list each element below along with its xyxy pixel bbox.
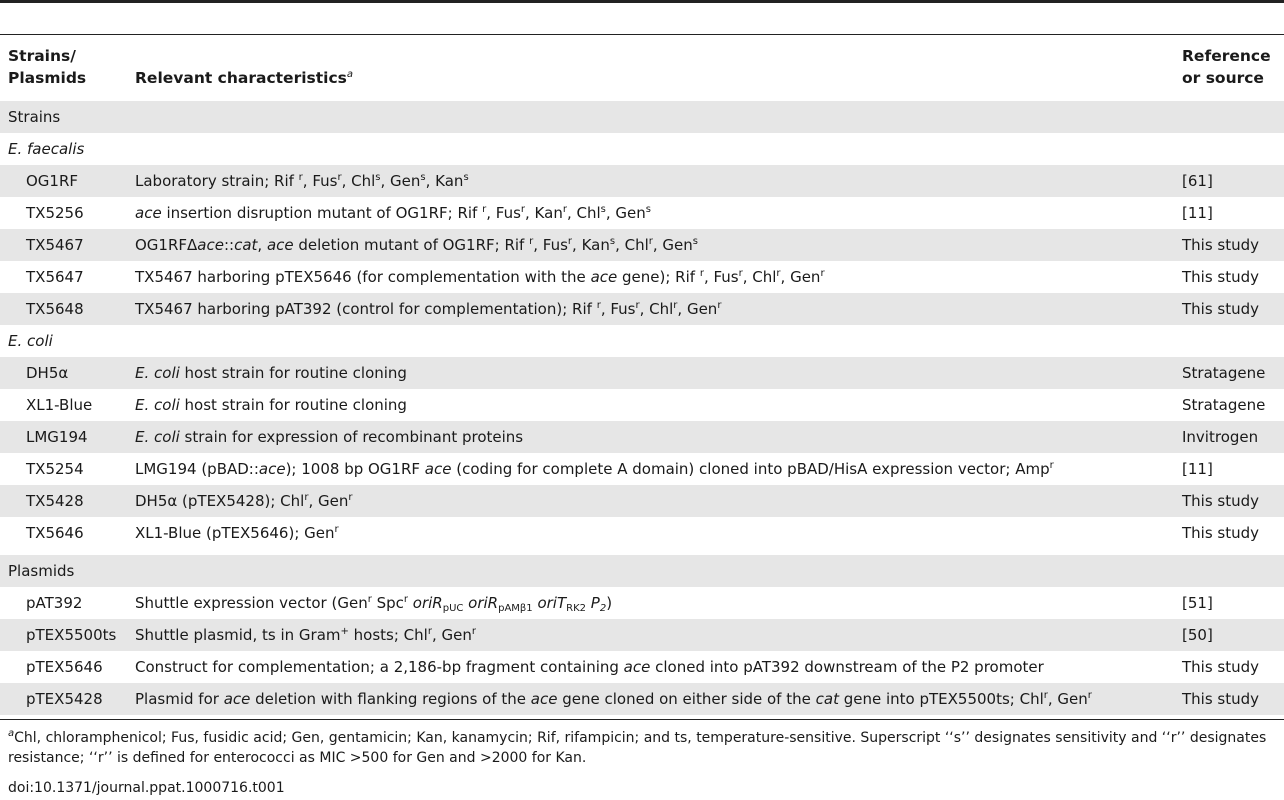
table-row <box>0 683 1284 715</box>
characteristics: LMG194 (pBAD::ace); 1008 bp OG1RF ace (coding for complete A domain) cloned into pBAD/HisA expression vector; Amp$^r$ <box>135 460 1054 478</box>
reference: [11] <box>1182 460 1213 478</box>
reference: This study <box>1182 236 1260 254</box>
table-row <box>0 517 1284 549</box>
reference: [61] <box>1182 172 1213 190</box>
characteristics: E. coli strain for expression of recombinant proteins <box>135 428 524 446</box>
header-relevant-characteristics: Relevant characteristics$^a$ <box>135 69 354 87</box>
table-row <box>0 453 1284 485</box>
strain-name: TX5646 <box>26 524 84 542</box>
section-label: Strains <box>8 108 61 126</box>
table-row <box>0 293 1284 325</box>
table-row <box>0 619 1284 651</box>
strain-name: TX5647 <box>26 268 84 286</box>
characteristics: Laboratory strain; Rif $^r$, Fus$^r$, Chl$^s$, Gen$^s$, Kan$^s$ <box>135 172 469 190</box>
strain-name: DH5α <box>26 364 69 382</box>
table-header <box>0 34 1284 102</box>
bottom-rule <box>0 719 1284 720</box>
reference: Stratagene <box>1182 396 1266 414</box>
plasmid-name: pTEX5428 <box>26 690 103 708</box>
top-rule <box>0 0 1284 3</box>
plasmid-name: pAT392 <box>26 594 83 612</box>
reference: Stratagene <box>1182 364 1266 382</box>
table-row <box>0 389 1284 421</box>
reference: Invitrogen <box>1182 428 1259 446</box>
table-footnote: $^a$Chl, chloramphenicol; Fus, fusidic acid; Gen, gentamicin; Kan, kanamycin; Rif, rifampicin; and ts, temperature-sensitive. Superscript ‘‘s’’ designates sensitivity and ‘‘r’’ designates resistance; ‘‘r’’ is defined for enterococci as MIC >500 for Gen and >2000 for Kan. <box>8 728 1267 766</box>
strain-name: TX5254 <box>26 460 84 478</box>
characteristics: DH5α (pTEX5428); Chl$^r$, Gen$^r$ <box>135 492 353 510</box>
header-reference-source: Reference or source <box>1182 47 1271 87</box>
strain-name: LMG194 <box>26 428 88 446</box>
table-row <box>0 651 1284 683</box>
reference: This study <box>1182 690 1260 708</box>
reference: [11] <box>1182 204 1213 222</box>
reference: This study <box>1182 268 1260 286</box>
table-row <box>0 357 1284 389</box>
characteristics: E. coli host strain for routine cloning <box>135 364 407 382</box>
group-row-e-faecalis <box>0 133 1284 165</box>
characteristics: Construct for complementation; a 2,186-bp fragment containing ace cloned into pAT392 downstream of the P2 promoter <box>135 658 1044 676</box>
characteristics: Shuttle plasmid, ts in Gram+ hosts; Chl$^r$, Gen$^r$ <box>135 626 476 644</box>
doi-text: doi:10.1371/journal.ppat.1000716.t001 <box>8 780 285 796</box>
section-row-plasmids <box>0 555 1284 587</box>
characteristics: Shuttle expression vector (Gen$^r$ Spc$^r$ oriR$_{pUC}$ oriR$_{pAM\beta 1}$ oriT$_{RK2}$ $P_2$) <box>135 594 613 614</box>
table-row <box>0 485 1284 517</box>
strain-name: OG1RF <box>26 172 79 190</box>
plasmid-name: pTEX5500ts <box>26 626 117 644</box>
table-row <box>0 229 1284 261</box>
characteristics: ace insertion disruption mutant of OG1RF; Rif $^r$, Fus$^r$, Kan$^r$, Chl$^s$, Gen$^s$ <box>135 204 651 222</box>
reference: This study <box>1182 300 1260 318</box>
characteristics: XL1-Blue (pTEX5646); Gen$^r$ <box>135 524 339 542</box>
reference: This study <box>1182 658 1260 676</box>
section-label: Plasmids <box>8 562 75 580</box>
table-row <box>0 197 1284 229</box>
reference: This study <box>1182 524 1260 542</box>
table-row <box>0 261 1284 293</box>
reference: [51] <box>1182 594 1213 612</box>
characteristics: E. coli host strain for routine cloning <box>135 396 407 414</box>
table-row <box>0 165 1284 197</box>
group-row-e-coli <box>0 325 1284 357</box>
strain-name: TX5428 <box>26 492 84 510</box>
strain-name: TX5467 <box>26 236 84 254</box>
section-row-strains <box>0 101 1284 133</box>
reference: This study <box>1182 492 1260 510</box>
header-strains-plasmids: Strains/ Plasmids <box>8 47 87 87</box>
reference: [50] <box>1182 626 1213 644</box>
strain-name: XL1-Blue <box>26 396 93 414</box>
group-label: E. coli <box>8 332 53 350</box>
strain-name: TX5648 <box>26 300 84 318</box>
plasmid-name: pTEX5646 <box>26 658 103 676</box>
group-label: E. faecalis <box>8 140 85 158</box>
characteristics: OG1RFΔace::cat, ace deletion mutant of OG1RF; Rif $^r$, Fus$^r$, Kan$^s$, Chl$^r$, Gen$^s$ <box>135 236 698 254</box>
table-row <box>0 587 1284 619</box>
characteristics: Plasmid for ace deletion with flanking regions of the ace gene cloned on either side of the cat gene into pTEX5500ts; Chl$^r$, Gen$^r$ <box>135 690 1092 708</box>
strain-name: TX5256 <box>26 204 84 222</box>
table-row <box>0 421 1284 453</box>
characteristics: TX5467 harboring pTEX5646 (for complementation with the ace gene); Rif $^r$, Fus$^r$, Chl$^r$, Gen$^r$ <box>135 268 825 286</box>
characteristics: TX5467 harboring pAT392 (control for complementation); Rif $^r$, Fus$^r$, Chl$^r$, Gen$^r$ <box>135 300 722 318</box>
